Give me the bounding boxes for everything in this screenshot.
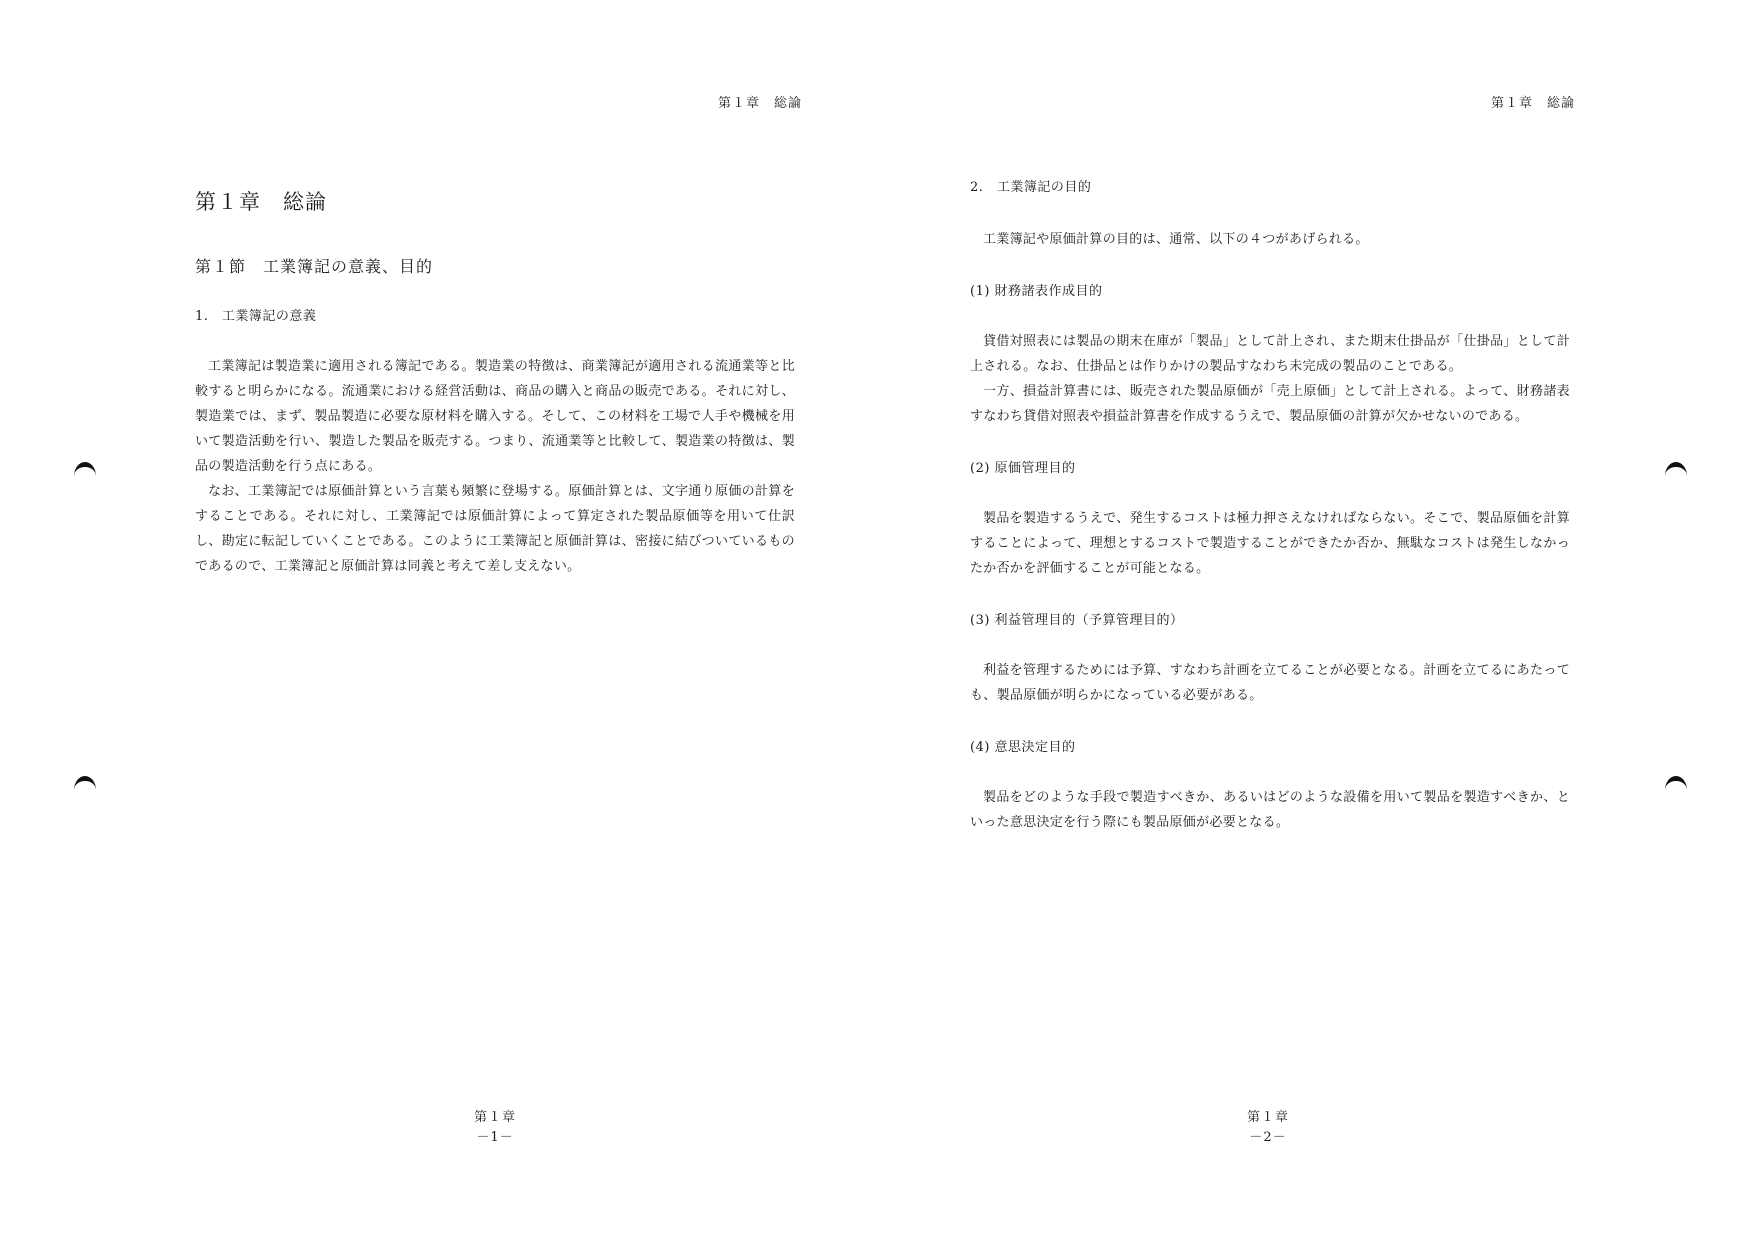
paragraph: 一方、損益計算書には、販売された製品原価が「売上原価」として計上される。よって、財務諸表すなわち貸借対照表や損益計算書を作成するうえで、製品原価の計算が欠かせないのである。 (970, 384, 1570, 424)
running-header: 第１章 総論 (718, 96, 803, 111)
page-footer (1193, 1108, 1343, 1148)
purpose-heading: (3) 利益管理目的（予算管理目的） (970, 613, 1184, 628)
subsection-title: 2. 工業簿記の目的 (970, 180, 1092, 195)
purpose-heading: (1) 財務諸表作成目的 (970, 284, 1103, 299)
page-footer (420, 1108, 570, 1148)
footer-chapter: 第１章 (473, 1110, 516, 1125)
page-1 (0, 0, 877, 1241)
paragraph: 製品をどのような手段で製造すべきか、あるいはどのような設備を用いて製品を製造すべきか、といった意思決定を行う際にも製品原価が必要となる。 (970, 790, 1570, 830)
page-number: －2－ (1249, 1130, 1287, 1145)
punch-hole-mark (74, 462, 96, 476)
section-title: 第１節 工業簿記の意義、目的 (195, 257, 434, 276)
paragraph: 利益を管理するためには予算、すなわち計画を立てることが必要となる。計画を立てるにあたっても、製品原価が明らかになっている必要がある。 (970, 663, 1570, 703)
paragraph: 製品を製造するうえで、発生するコストは極力押さえなければならない。そこで、製品原価を計算することによって、理想とするコストで製造することができたか否か、無駄なコストは発生しなかったか否かを評価することが可能となる。 (970, 511, 1570, 576)
page-body (195, 186, 795, 579)
punch-hole-mark (74, 776, 96, 790)
subsection-title: 1. 工業簿記の意義 (195, 309, 317, 324)
paragraph: なお、工業簿記では原価計算という言葉も頻繁に登場する。原価計算とは、文字通り原価の計算をすることである。それに対し、工業簿記では原価計算によって算定された製品原価等を用いて仕訳し、勘定に転記していくことである。このように工業簿記と原価計算は、密接に結びついているものであるので、工業簿記と原価計算は同義と考えて差し支えない。 (195, 484, 795, 574)
paragraph: 工業簿記は製造業に適用される簿記である。製造業の特徴は、商業簿記が適用される流通業等と比較すると明らかになる。流通業における経営活動は、商品の購入と商品の販売である。それに対し、製造業では、まず、製品製造に必要な原材料を購入する。そして、この材料を工場で人手や機械を用いて製造活動を行い、製造した製品を販売する。つまり、流通業等と比較して、製造業の特徴は、製品の製造活動を行う点にある。 (195, 359, 795, 474)
paragraph: 貸借対照表には製品の期末在庫が「製品」として計上され、また期末仕掛品が「仕掛品」として計上される。なお、仕掛品とは作りかけの製品すなわち未完成の製品のことである。 (970, 334, 1570, 374)
chapter-title: 第１章 総論 (195, 190, 327, 214)
intro-paragraph: 工業簿記や原価計算の目的は、通常、以下の４つがあげられる。 (983, 232, 1369, 247)
punch-hole-mark (1665, 462, 1687, 476)
purpose-heading: (4) 意思決定目的 (970, 740, 1076, 755)
page-2 (877, 0, 1755, 1241)
footer-chapter: 第１章 (1246, 1110, 1289, 1125)
page-body (970, 176, 1570, 835)
purpose-heading: (2) 原価管理目的 (970, 461, 1076, 476)
running-header: 第１章 総論 (1491, 96, 1576, 111)
page-number: －1－ (476, 1130, 514, 1145)
punch-hole-mark (1665, 776, 1687, 790)
